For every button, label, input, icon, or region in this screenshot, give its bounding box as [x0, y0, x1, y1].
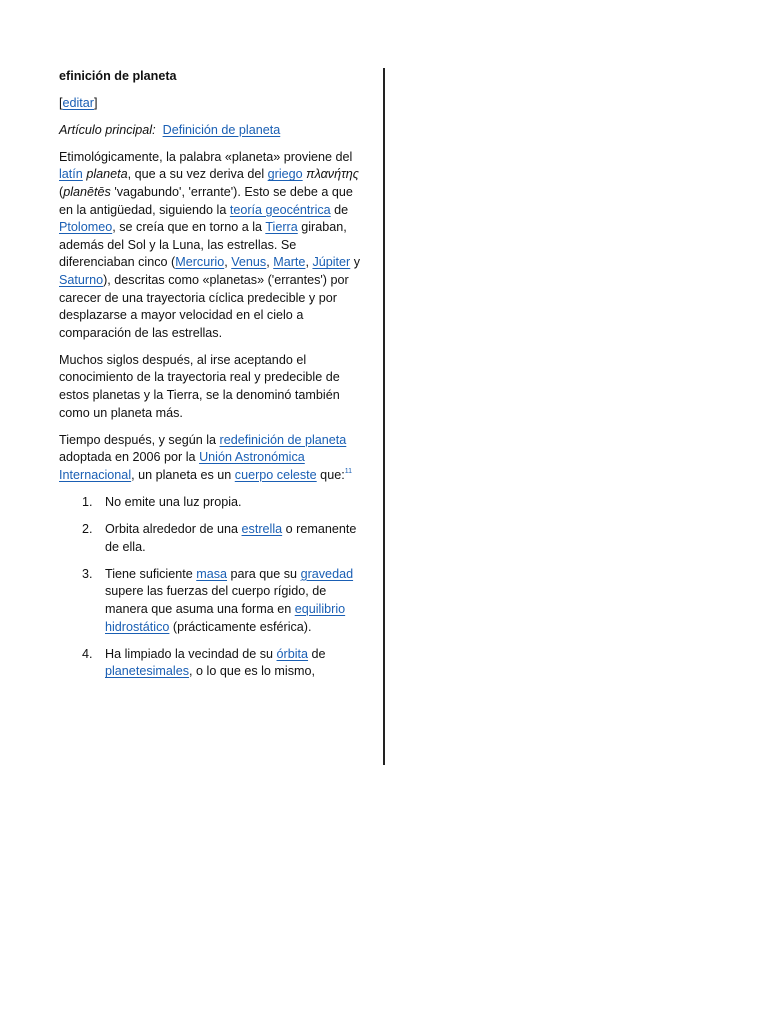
link-marte[interactable]: Marte [273, 255, 306, 270]
link-orbita[interactable]: órbita [276, 646, 309, 661]
link-griego[interactable]: griego [267, 167, 303, 182]
history-paragraph: Muchos siglos después, al irse aceptando el conocimiento de la trayectoria real y predecible de estos planetas y la Tierra, se la denominó también como un planeta más. [59, 352, 340, 420]
main-article-label: Artículo principal: [59, 122, 156, 137]
link-saturno[interactable]: Saturno [59, 272, 104, 287]
link-planetesimales[interactable]: planetesimales [105, 664, 190, 679]
section-heading: efinición de planeta [59, 69, 177, 83]
link-ptolomeo[interactable]: Ptolomeo [59, 220, 113, 235]
edit-section: [editar] [59, 95, 98, 110]
main-article-link[interactable]: Definición de planeta [162, 122, 281, 137]
list-item: 3. Tiene suficiente masa para que su gravedad supere las fuerzas del cuerpo rígido, de manera que asuma una forma en equilibrio hidrostático (prácticamente esférica). [82, 566, 354, 634]
edit-link[interactable]: editar [62, 95, 95, 110]
link-tierra[interactable]: Tierra [265, 220, 298, 235]
etymology-paragraph: Etimológicamente, la palabra «planeta» proviene del latín planeta, que a su vez deriva del griego πλανήτης (planētēs 'vagabundo', 'errante'). Esto se debe a que en la antigüedad, siguiendo la teoría geocéntrica de Ptolomeo, se creía que en torno a la Tierra giraban, además del Sol y la Luna, las estrellas. Se diferenciaban cinco (Mercurio, Venus, Marte, Júpiter y Saturno), descritas como «planetas» ('errantes') por carecer de una trayectoria cíclica predecible y por desplazarse a mayor velocidad en el cielo a comparación de las estrellas. [59, 149, 361, 340]
link-latin[interactable]: latín [59, 167, 83, 182]
link-gravedad[interactable]: gravedad [300, 566, 354, 581]
column-divider [383, 68, 385, 765]
criteria-list [59, 494, 369, 681]
link-uai[interactable]: Unión Astronómica Internacional [59, 450, 305, 482]
link-teoria-geocentrica[interactable]: teoría geocéntrica [229, 202, 331, 217]
list-item: 1. No emite una luz propia. [82, 494, 242, 509]
link-cuerpo-celeste[interactable]: cuerpo celeste [234, 467, 317, 482]
link-redefinicion[interactable]: redefinición de planeta [219, 432, 347, 447]
reference-11[interactable]: 11 [344, 467, 352, 475]
main-article-note [59, 122, 369, 140]
article-column [59, 68, 369, 690]
link-venus[interactable]: Venus [231, 255, 267, 270]
link-mercurio[interactable]: Mercurio [175, 255, 225, 270]
link-jupiter[interactable]: Júpiter [312, 255, 351, 270]
link-estrella[interactable]: estrella [241, 522, 283, 537]
link-equilibrio-hidrostatico[interactable]: equilibrio hidrostático [105, 601, 346, 634]
list-item: 4. Ha limpiado la vecindad de su órbita de planetesimales, o lo que es lo mismo, [82, 646, 326, 679]
definition-paragraph: Tiempo después, y según la redefinición de planeta adoptada en 2006 por la Unión Astronómica Internacional, un planeta es un cuerpo celeste que:$^{11}$ [59, 432, 352, 482]
list-item: 2. Orbita alrededor de una estrella o remanente de ella. [82, 522, 357, 554]
link-masa[interactable]: masa [196, 566, 228, 581]
